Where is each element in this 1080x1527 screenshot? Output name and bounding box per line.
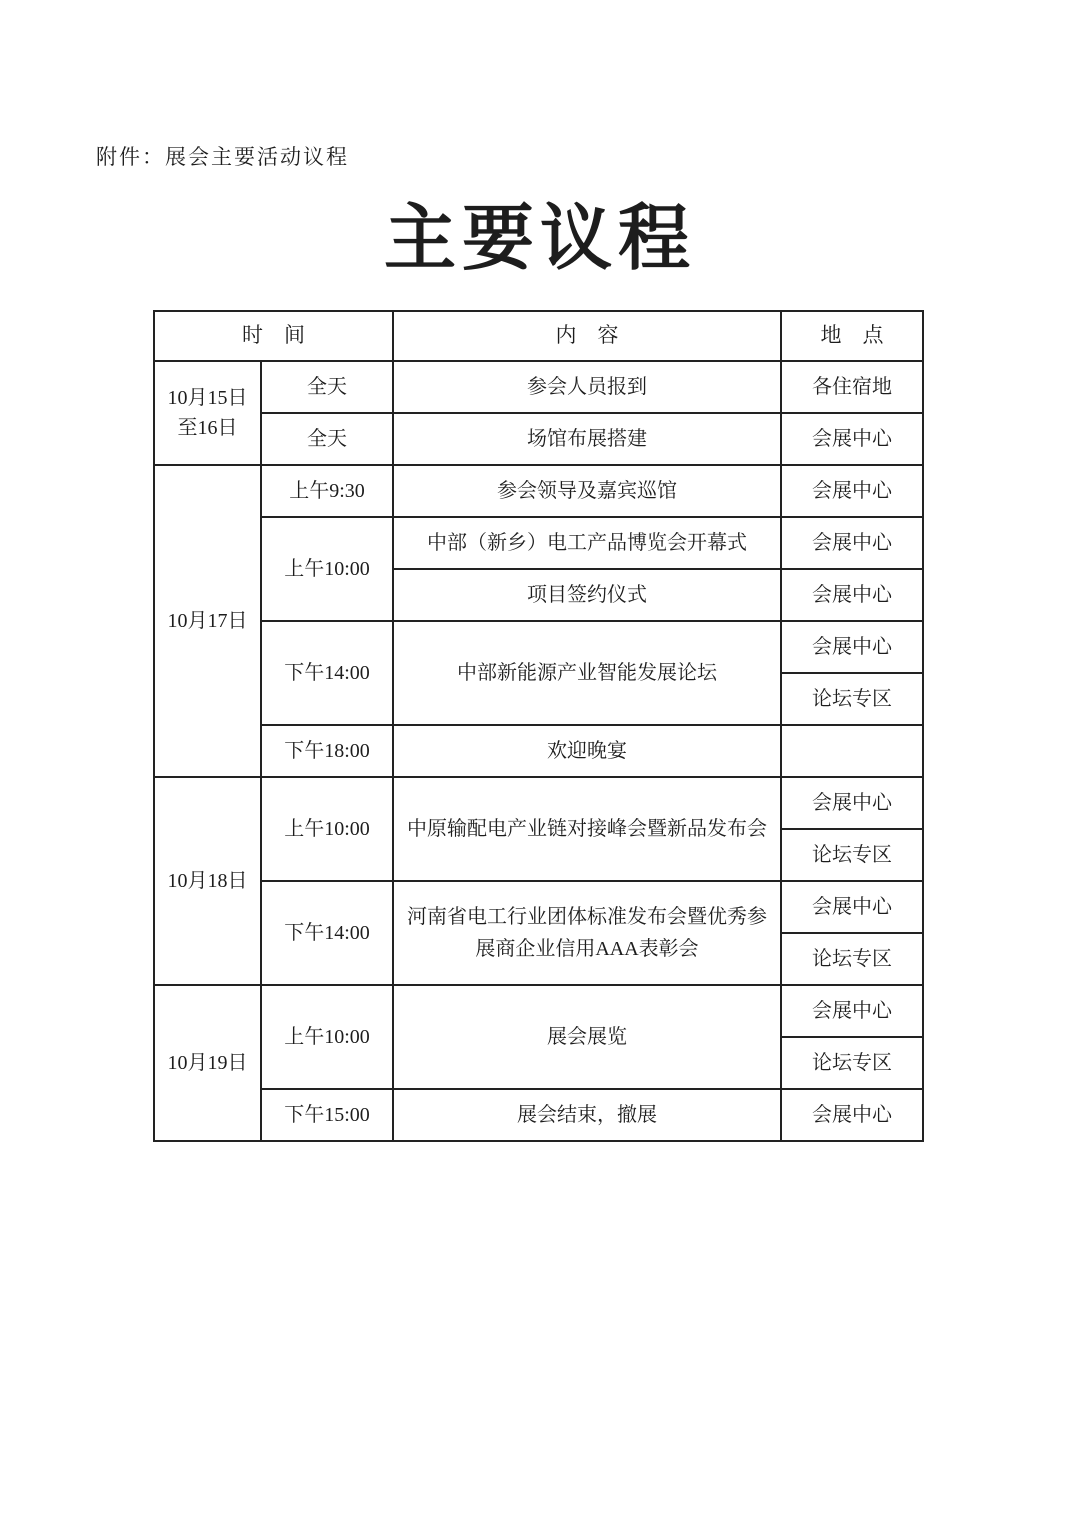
location-cell: 会展中心 xyxy=(781,985,923,1037)
date-cell-oct19 xyxy=(154,985,261,1141)
date-cell-oct17 xyxy=(154,465,261,777)
time-cell: 下午15:00 xyxy=(261,1089,393,1141)
time-cell: 全天 xyxy=(261,413,393,465)
location-cell: 论坛专区 xyxy=(781,829,923,881)
content-cell: 河南省电工行业团体标准发布会暨优秀参展商企业信用AAA表彰会 xyxy=(393,881,781,985)
page-title: 主要议程 xyxy=(383,199,696,279)
time-cell: 上午10:00 xyxy=(261,777,393,881)
time-cell: 上午10:00 xyxy=(261,985,393,1089)
location-cell: 各住宿地 xyxy=(781,361,923,413)
content-cell: 项目签约仪式 xyxy=(393,569,781,621)
date-line: 至16日 xyxy=(177,417,238,439)
time-cell: 下午18:00 xyxy=(261,725,393,777)
content-cell: 中部（新乡）电工产品博览会开幕式 xyxy=(393,517,781,569)
location-cell: 论坛专区 xyxy=(781,673,923,725)
table-row xyxy=(154,361,923,413)
location-cell: 会展中心 xyxy=(781,881,923,933)
header-location: 地 点 xyxy=(781,311,923,361)
time-cell: 全天 xyxy=(261,361,393,413)
content-cell: 展会展览 xyxy=(393,985,781,1089)
date-line: 10月18日 xyxy=(167,870,248,892)
date-line: 10月15日 xyxy=(167,387,248,409)
content-cell: 中原输配电产业链对接峰会暨新品发布会 xyxy=(393,777,781,881)
location-cell: 论坛专区 xyxy=(781,1037,923,1089)
time-cell: 下午14:00 xyxy=(261,621,393,725)
location-cell: 会展中心 xyxy=(781,465,923,517)
table-header-row xyxy=(154,311,923,361)
location-cell: 会展中心 xyxy=(781,569,923,621)
time-cell: 上午10:00 xyxy=(261,517,393,621)
header-content: 内 容 xyxy=(393,311,781,361)
location-cell: 会展中心 xyxy=(781,517,923,569)
agenda-table xyxy=(153,310,924,1142)
table-row xyxy=(154,465,923,517)
location-cell: 会展中心 xyxy=(781,413,923,465)
attachment-note: 附件：展会主要活动议程 xyxy=(96,145,349,169)
location-cell: 会展中心 xyxy=(781,1089,923,1141)
table-row xyxy=(154,725,923,777)
table-row xyxy=(154,777,923,829)
date-line: 10月19日 xyxy=(167,1052,248,1074)
content-cell: 欢迎晚宴 xyxy=(393,725,781,777)
location-cell: 会展中心 xyxy=(781,777,923,829)
table-row xyxy=(154,517,923,569)
content-cell: 场馆布展搭建 xyxy=(393,413,781,465)
time-cell: 下午14:00 xyxy=(261,881,393,985)
table-row xyxy=(154,1089,923,1141)
header-time: 时 间 xyxy=(154,311,393,361)
date-cell-oct15-16 xyxy=(154,361,261,465)
content-cell: 参会人员报到 xyxy=(393,361,781,413)
date-line: 10月17日 xyxy=(167,610,248,632)
location-cell xyxy=(781,725,923,777)
date-cell-oct18 xyxy=(154,777,261,985)
content-cell: 中部新能源产业智能发展论坛 xyxy=(393,621,781,725)
table-row xyxy=(154,621,923,673)
location-cell: 会展中心 xyxy=(781,621,923,673)
table-row xyxy=(154,413,923,465)
content-cell: 展会结束，撤展 xyxy=(393,1089,781,1141)
location-cell: 论坛专区 xyxy=(781,933,923,985)
table-row xyxy=(154,985,923,1037)
time-cell: 上午9:30 xyxy=(261,465,393,517)
content-cell: 参会领导及嘉宾巡馆 xyxy=(393,465,781,517)
table-row xyxy=(154,881,923,933)
